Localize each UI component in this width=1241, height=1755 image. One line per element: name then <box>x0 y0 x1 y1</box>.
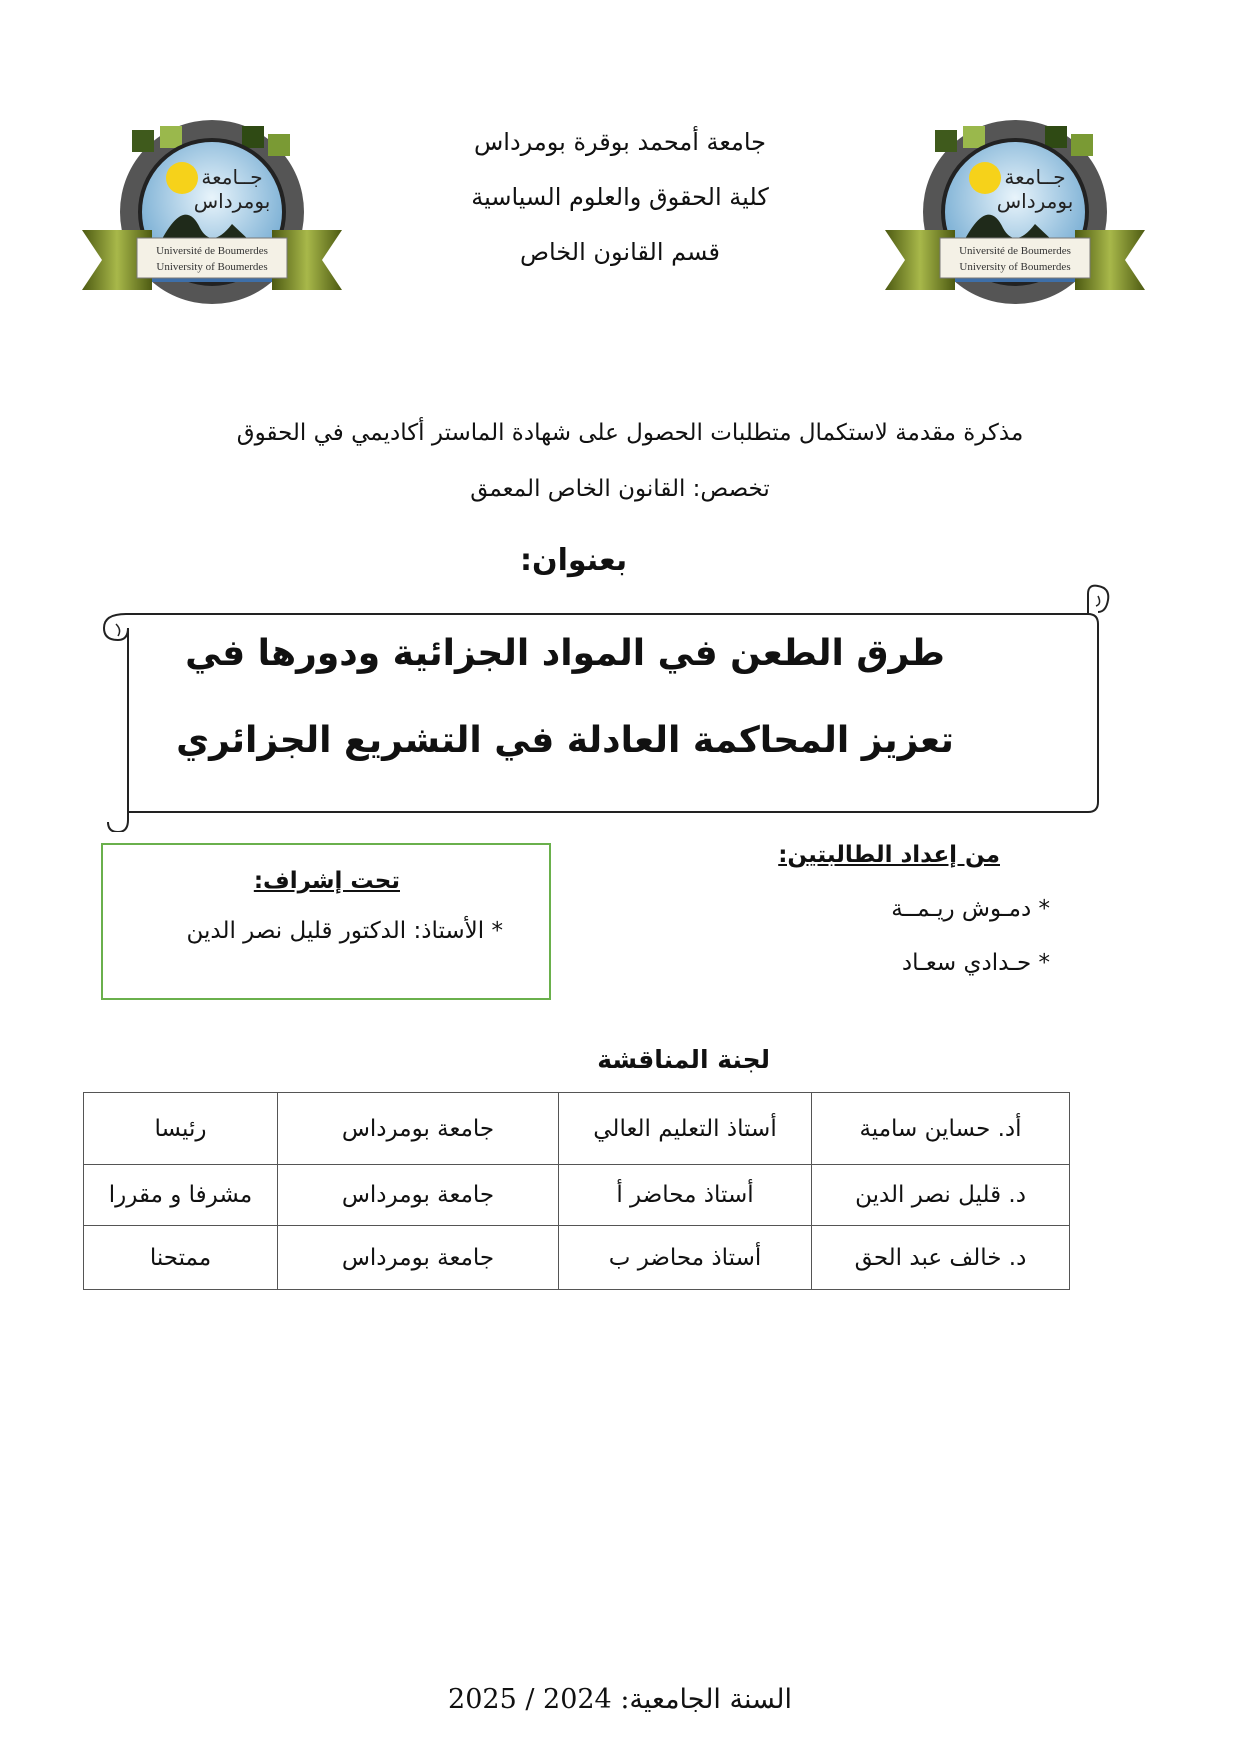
supervisor-name: * الأستاذ: الدكتور قليل نصر الدين <box>186 918 503 944</box>
jury-member-name: أد. حساين سامية <box>812 1093 1070 1165</box>
logo-banner-fr: Université de Boumerdes <box>959 245 1071 257</box>
academic-year-label: السنة الجامعية: <box>620 1684 792 1715</box>
student-name-1: * دمـوش ريـمــة <box>891 896 1050 922</box>
prepared-by-heading: من إعداد الطالبتين: <box>778 842 1000 868</box>
academic-year-value: 2025 / 2024 <box>448 1684 612 1715</box>
jury-member-university: جامعة بومرداس <box>278 1093 559 1165</box>
logo-banner-fr: Université de Boumerdes <box>156 245 268 257</box>
supervision-heading: تحت إشراف: <box>253 868 400 894</box>
student-name-2: * حـدادي سعـاد <box>901 950 1050 976</box>
jury-member-name: د. خالف عبد الحق <box>812 1226 1070 1290</box>
jury-table <box>83 1092 1070 1290</box>
faculty-name: كلية الحقوق والعلوم السياسية <box>471 183 769 211</box>
logo-arabic-1: جــامعة <box>1004 165 1066 189</box>
university-name: جامعة أمحمد بوقرة بومرداس <box>473 128 767 156</box>
table-row <box>84 1093 1070 1165</box>
jury-member-role: ممتحنا <box>84 1226 278 1290</box>
jury-member-university: جامعة بومرداس <box>278 1226 559 1290</box>
jury-member-rank: أستاذ التعليم العالي <box>559 1093 812 1165</box>
department-name: قسم القانون الخاص <box>519 238 721 266</box>
thesis-title-line-1: طرق الطعن في المواد الجزائية ودورها في <box>185 633 945 674</box>
logo-arabic-2: بومرداس <box>996 189 1074 213</box>
logo-banner-en: University of Boumerdes <box>959 261 1071 273</box>
table-row <box>84 1226 1070 1290</box>
jury-member-role: مشرفا و مقررا <box>84 1165 278 1226</box>
jury-member-university: جامعة بومرداس <box>278 1165 559 1226</box>
logo-arabic-2: بومرداس <box>193 189 271 213</box>
academic-year <box>430 1684 810 1715</box>
jury-member-rank: أستاذ محاضر أ <box>559 1165 812 1226</box>
jury-heading: لجنة المناقشة <box>597 1045 770 1074</box>
specialization: تخصص: القانون الخاص المعمق <box>470 476 770 502</box>
university-logo-right <box>885 120 1145 310</box>
title-scroll <box>98 584 1114 832</box>
jury-member-rank: أستاذ محاضر ب <box>559 1226 812 1290</box>
jury-member-name: د. قليل نصر الدين <box>812 1165 1070 1226</box>
table-row <box>84 1165 1070 1226</box>
jury-member-role: رئيسا <box>84 1093 278 1165</box>
university-logo-left <box>82 120 342 310</box>
thesis-title-line-2: تعزيز المحاكمة العادلة في التشريع الجزائري <box>176 720 954 761</box>
logo-banner-en: University of Boumerdes <box>156 261 268 273</box>
thesis-description: مذكرة مقدمة لاستكمال متطلبات الحصول على شهادة الماستر أكاديمي في الحقوق <box>236 420 1024 446</box>
logo-arabic-1: جــامعة <box>201 165 263 189</box>
title-label: بعنوان: <box>520 543 628 578</box>
